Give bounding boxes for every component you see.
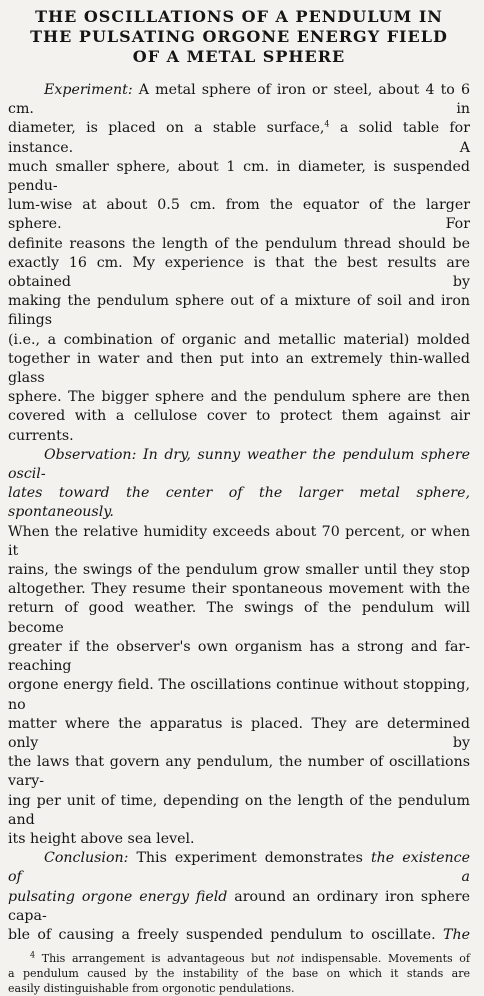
body-text	[8, 81, 470, 945]
experiment-line: lum-wise at about 0.5 cm. from the equator of the larger sphere. For	[8, 197, 470, 233]
conclusion-emphasis: The	[443, 926, 470, 943]
observation-line: orgone energy field. The oscillations continue without stopping, no	[8, 677, 470, 713]
conclusion-emphasis: pulsating orgone energy field	[8, 888, 228, 905]
observation-line: rains, the swings of the pendulum grow smaller until they stop	[8, 562, 470, 579]
observation-line: greater if the observer's own organism has a strong and far-reaching	[8, 638, 470, 675]
experiment-paragraph	[8, 81, 470, 446]
observation-label: Observation:	[44, 446, 137, 463]
observation-line: lates toward the center of the larger metal sphere, spontaneously.	[8, 485, 470, 521]
experiment-text: diameter, is placed on a stable surface,	[8, 120, 325, 137]
observation-line: matter where the apparatus is placed. They are determined only by	[8, 715, 470, 751]
conclusion-paragraph	[8, 849, 470, 945]
experiment-line: definite reasons the length of the pendulum thread should be	[8, 235, 470, 252]
footnote-text: This arrangement is advantageous but	[35, 952, 277, 966]
observation-line: When the relative humidity exceeds about 70 percent, or when it	[8, 523, 470, 559]
footnote-line: a pendulum caused by the instability of the base on which it stands are	[8, 967, 470, 981]
observation-line: ing per unit of time, depending on the length of the pendulum and	[8, 792, 470, 828]
footnote-text: indispensable. Movements of	[294, 952, 470, 966]
footnote-emphasis: not	[276, 952, 295, 966]
conclusion-text: ble of causing a freely suspended pendulum to oscillate.	[8, 926, 443, 943]
experiment-label: Experiment:	[44, 82, 133, 98]
title-line-2: THE PULSATING ORGONE ENERGY FIELD	[30, 27, 448, 46]
footnote-reference: 4	[324, 119, 330, 129]
title-line-3: OF A METAL SPHERE	[132, 47, 346, 66]
page-title	[8, 7, 470, 67]
observation-line: the laws that govern any pendulum, the number of oscillations vary-	[8, 754, 470, 790]
conclusion-text: around an ordinary iron sphere capa-	[8, 888, 470, 924]
observation-line	[8, 446, 470, 484]
conclusion-line	[8, 926, 470, 945]
experiment-line	[8, 81, 470, 119]
observation-line: altogether. They resume their spontaneous movement with the	[8, 581, 470, 598]
experiment-line: much smaller sphere, about 1 cm. in diameter, is suspended pendu-	[8, 158, 470, 195]
conclusion-emphasis: the existence of a	[8, 850, 470, 886]
footnote-marker: 4	[30, 950, 36, 960]
experiment-line: (i.e., a combination of organic and metallic material) molded	[8, 331, 470, 348]
observation-paragraph	[8, 446, 470, 849]
observation-line: return of good weather. The swings of the pendulum will become	[8, 600, 470, 636]
experiment-line	[8, 119, 470, 157]
footnote	[8, 951, 470, 996]
conclusion-label: Conclusion:	[44, 850, 129, 867]
conclusion-line	[8, 888, 470, 926]
conclusion-text: This experiment demonstrates	[136, 850, 371, 867]
footnote-line: easily distinguishable from orgonotic pendulations.	[8, 982, 295, 996]
experiment-text: a solid table for instance. A	[8, 120, 470, 156]
experiment-line: together in water and then put into an extremely thin-walled glass	[8, 350, 470, 387]
experiment-line: exactly 16 cm. My experience is that the best results are obtained by	[8, 254, 470, 291]
title-line-1: THE OSCILLATIONS OF A PENDULUM IN	[35, 7, 443, 26]
experiment-line: covered with a cellulose cover to protect them against air currents.	[8, 408, 470, 444]
experiment-line: making the pendulum sphere out of a mixture of soil and iron filings	[8, 293, 470, 329]
observation-line: its height above sea level.	[8, 830, 195, 847]
footnote-line	[8, 951, 470, 966]
experiment-line: sphere. The bigger sphere and the pendulum sphere are then	[8, 389, 470, 406]
experiment-text: A metal sphere of iron or steel, about 4 to 6 cm. in	[8, 82, 470, 118]
conclusion-line	[8, 849, 470, 887]
observation-text: In dry, sunny weather the pendulum sphere oscil-	[8, 446, 470, 483]
